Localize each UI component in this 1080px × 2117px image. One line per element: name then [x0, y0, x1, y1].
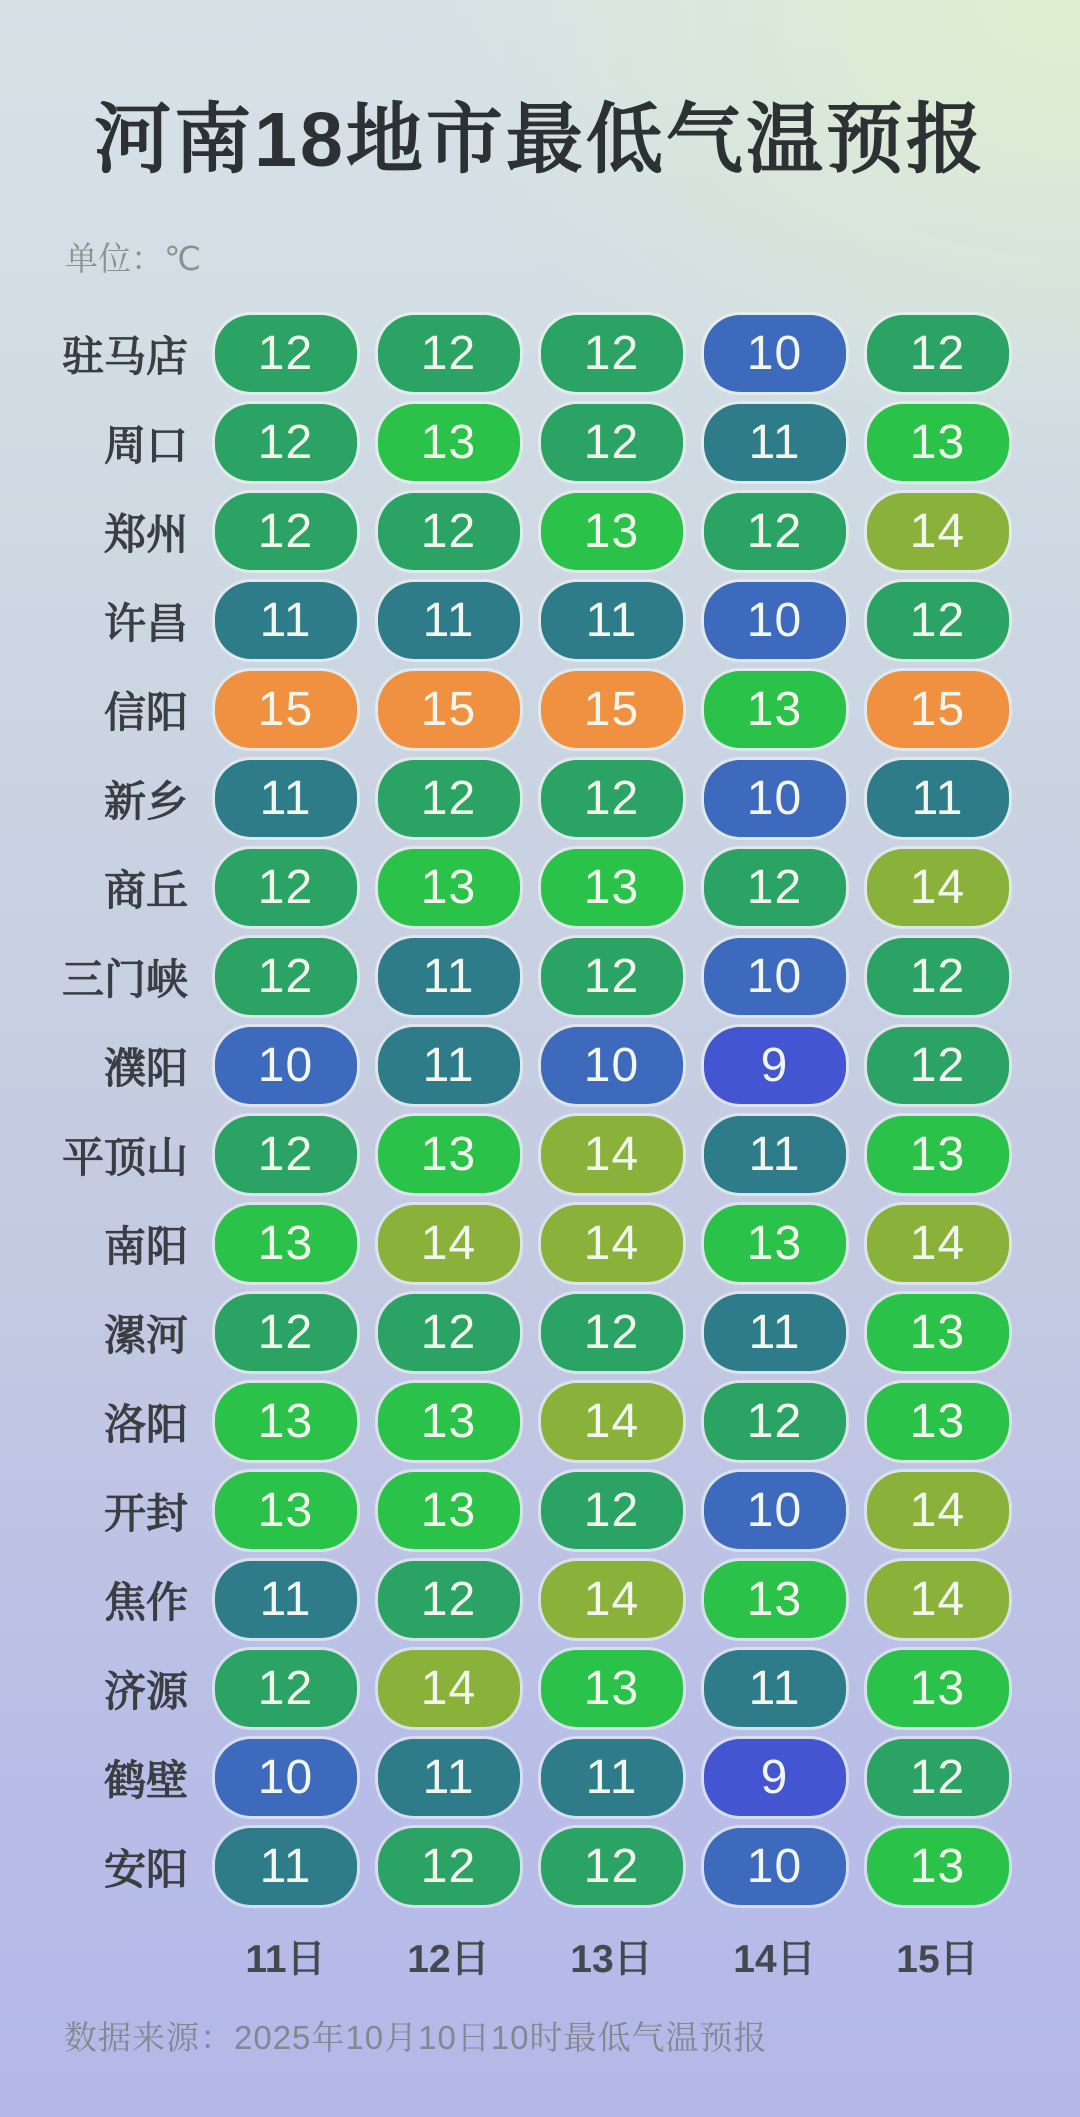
- temperature-pill: 12: [541, 315, 683, 392]
- table-cell: [367, 309, 530, 398]
- temperature-pill: 11: [867, 760, 1009, 837]
- table-cell: [367, 1644, 530, 1733]
- table-cell: [530, 843, 693, 932]
- temperature-pill: 12: [215, 1650, 357, 1727]
- table-cell: [367, 1288, 530, 1377]
- table-cell: [530, 1466, 693, 1555]
- temperature-pill: 12: [215, 849, 357, 926]
- table-cell: [204, 1288, 367, 1377]
- table-cell: [204, 754, 367, 843]
- table-cell: [204, 1822, 367, 1911]
- table-cell: [693, 398, 856, 487]
- table-cell: [693, 1555, 856, 1644]
- temperature-pill: 14: [541, 1383, 683, 1460]
- city-label: 三门峡: [61, 955, 188, 1003]
- column-header-date: 15日: [896, 1937, 979, 1981]
- table-cell: [204, 1199, 367, 1288]
- temperature-pill: 10: [704, 760, 846, 837]
- column-header-date: 13日: [570, 1937, 653, 1981]
- temperature-pill: 12: [541, 1828, 683, 1905]
- city-label: 信阳: [103, 688, 188, 736]
- temperature-pill: 12: [378, 493, 520, 570]
- temperature-pill: 15: [541, 671, 683, 748]
- temperature-pill: 11: [704, 404, 846, 481]
- temperature-pill: 12: [867, 582, 1009, 659]
- temperature-pill: 15: [378, 671, 520, 748]
- temperature-pill: 14: [378, 1205, 520, 1282]
- city-label: 濮阳: [103, 1044, 188, 1092]
- table-cell: [693, 487, 856, 576]
- table-cell: [367, 1822, 530, 1911]
- temperature-pill: 15: [215, 671, 357, 748]
- table-cell: [693, 754, 856, 843]
- city-label: 焦作: [103, 1578, 188, 1626]
- table-cell: [693, 1110, 856, 1199]
- temperature-pill: 13: [378, 1472, 520, 1549]
- temperature-pill: 11: [215, 760, 357, 837]
- table-cell: [856, 665, 1019, 754]
- city-label: 漯河: [103, 1311, 188, 1359]
- temperature-pill: 12: [215, 1294, 357, 1371]
- table-cell: [530, 1733, 693, 1822]
- table-cell: [693, 1021, 856, 1110]
- temperature-pill: 12: [378, 1294, 520, 1371]
- city-label: 许昌: [103, 599, 188, 647]
- table-cell: [693, 1733, 856, 1822]
- date-header-row: [0, 1911, 1019, 2000]
- table-cell: [204, 1733, 367, 1822]
- table-cell: [693, 1377, 856, 1466]
- temperature-pill: 14: [867, 1561, 1009, 1638]
- city-label: 周口: [103, 421, 188, 469]
- temperature-pill: 10: [541, 1027, 683, 1104]
- temperature-pill: 14: [867, 493, 1009, 570]
- temperature-pill: 10: [704, 315, 846, 392]
- temperature-pill: 12: [215, 404, 357, 481]
- temperature-pill: 14: [541, 1205, 683, 1282]
- table-cell: [856, 1466, 1019, 1555]
- temperature-pill: 12: [541, 1472, 683, 1549]
- city-label: 南阳: [103, 1222, 188, 1270]
- temperature-pill: 11: [704, 1116, 846, 1193]
- table-cell: [693, 1466, 856, 1555]
- table-cell: [204, 932, 367, 1021]
- table-cell: [856, 1822, 1019, 1911]
- temperature-pill: 12: [215, 938, 357, 1015]
- temperature-pill: 11: [378, 1739, 520, 1816]
- temperature-pill: 13: [215, 1472, 357, 1549]
- temperature-pill: 12: [378, 1561, 520, 1638]
- temperature-pill: 12: [215, 493, 357, 570]
- table-cell: [204, 1555, 367, 1644]
- table-cell: [530, 754, 693, 843]
- temperature-pill: 10: [704, 582, 846, 659]
- temperature-pill: 10: [215, 1027, 357, 1104]
- temperature-pill: 11: [541, 582, 683, 659]
- temperature-pill: 12: [378, 760, 520, 837]
- table-cell: [367, 1733, 530, 1822]
- column-header-date: 12日: [407, 1937, 490, 1981]
- temperature-pill: 11: [541, 1739, 683, 1816]
- temperature-pill: 13: [867, 1828, 1009, 1905]
- temperature-pill: 12: [541, 760, 683, 837]
- table-cell: [530, 1377, 693, 1466]
- temperature-pill: 11: [704, 1294, 846, 1371]
- table-cell: [367, 1377, 530, 1466]
- temperature-pill: 14: [541, 1116, 683, 1193]
- temperature-pill: 12: [541, 1294, 683, 1371]
- temperature-pill: 15: [867, 671, 1009, 748]
- table-cell: [530, 1288, 693, 1377]
- table-cell: [856, 309, 1019, 398]
- table-cell: [530, 576, 693, 665]
- table-cell: [693, 1644, 856, 1733]
- table-cell: [204, 398, 367, 487]
- table-cell: [856, 1021, 1019, 1110]
- temperature-pill: 11: [378, 1027, 520, 1104]
- table-cell: [367, 1555, 530, 1644]
- table-cell: [367, 1021, 530, 1110]
- temperature-pill: 13: [215, 1383, 357, 1460]
- table-cell: [367, 754, 530, 843]
- table-cell: [367, 1199, 530, 1288]
- table-cell: [204, 576, 367, 665]
- temperature-pill: 14: [867, 1472, 1009, 1549]
- temperature-pill: 14: [867, 1205, 1009, 1282]
- table-cell: [693, 1288, 856, 1377]
- column-header-date: 14日: [733, 1937, 816, 1981]
- table-cell: [204, 1644, 367, 1733]
- city-label: 济源: [103, 1667, 188, 1715]
- temperature-pill: 13: [378, 1116, 520, 1193]
- table-cell: [530, 1555, 693, 1644]
- table-cell: [367, 1110, 530, 1199]
- temperature-pill: 13: [215, 1205, 357, 1282]
- temperature-pill: 12: [541, 404, 683, 481]
- temperature-pill: 13: [378, 1383, 520, 1460]
- city-label: 商丘: [103, 866, 188, 914]
- city-label: 驻马店: [61, 332, 188, 380]
- table-cell: [530, 1644, 693, 1733]
- temperature-pill: 13: [867, 404, 1009, 481]
- table-cell: [367, 487, 530, 576]
- city-label: 新乡: [103, 777, 188, 825]
- table-cell: [367, 665, 530, 754]
- table-cell: [856, 1733, 1019, 1822]
- table-cell: [367, 1466, 530, 1555]
- temperature-pill: 13: [378, 404, 520, 481]
- temperature-pill: 13: [541, 493, 683, 570]
- city-label: 开封: [103, 1489, 188, 1537]
- table-cell: [204, 309, 367, 398]
- table-cell: [204, 1021, 367, 1110]
- temperature-pill: 10: [704, 1472, 846, 1549]
- temperature-pill: 14: [867, 849, 1009, 926]
- table-cell: [530, 309, 693, 398]
- table-cell: [693, 843, 856, 932]
- city-label: 洛阳: [103, 1400, 188, 1448]
- table-cell: [530, 398, 693, 487]
- table-cell: [856, 1288, 1019, 1377]
- data-source-note: 数据来源：2025年10月10日10时最低气温预报: [64, 2019, 768, 2056]
- temperature-pill: 12: [215, 1116, 357, 1193]
- temperature-pill: 10: [704, 1828, 846, 1905]
- temperature-pill: 12: [378, 315, 520, 392]
- temperature-pill: 11: [215, 1561, 357, 1638]
- table-cell: [367, 576, 530, 665]
- table-cell: [367, 843, 530, 932]
- table-cell: [693, 1199, 856, 1288]
- table-cell: [856, 932, 1019, 1021]
- table-cell: [530, 665, 693, 754]
- table-cell: [856, 1199, 1019, 1288]
- temperature-pill: 12: [867, 315, 1009, 392]
- temperature-pill: 12: [704, 493, 846, 570]
- table-cell: [693, 665, 856, 754]
- temperature-pill: 14: [378, 1650, 520, 1727]
- table-cell: [530, 932, 693, 1021]
- table-cell: [530, 1021, 693, 1110]
- table-cell: [693, 576, 856, 665]
- table-cell: [856, 1644, 1019, 1733]
- temperature-pill: 11: [215, 582, 357, 659]
- table-cell: [856, 754, 1019, 843]
- table-cell: [530, 1822, 693, 1911]
- temperature-pill: 14: [541, 1561, 683, 1638]
- page-title: 河南18地市最低气温预报: [94, 97, 986, 183]
- table-cell: [530, 1199, 693, 1288]
- table-cell: [856, 487, 1019, 576]
- table-cell: [856, 843, 1019, 932]
- city-label: 安阳: [103, 1845, 188, 1893]
- table-cell: [204, 1466, 367, 1555]
- table-cell: [693, 309, 856, 398]
- temperature-pill: 13: [541, 849, 683, 926]
- temperature-pill: 13: [704, 671, 846, 748]
- table-cell: [856, 398, 1019, 487]
- unit-label: 单位：℃: [65, 240, 202, 277]
- table-cell: [856, 1555, 1019, 1644]
- table-cell: [204, 1377, 367, 1466]
- table-cell: [367, 932, 530, 1021]
- temperature-pill: 10: [704, 938, 846, 1015]
- temperature-pill: 11: [704, 1650, 846, 1727]
- temperature-pill: 10: [215, 1739, 357, 1816]
- table-cell: [204, 1110, 367, 1199]
- table-cell: [856, 576, 1019, 665]
- table-cell: [530, 487, 693, 576]
- table-cell: [204, 843, 367, 932]
- temperature-pill: 12: [867, 938, 1009, 1015]
- table-cell: [204, 487, 367, 576]
- table-cell: [530, 1110, 693, 1199]
- city-label: 鹤壁: [103, 1756, 188, 1804]
- table-cell: [204, 665, 367, 754]
- temperature-pill: 13: [867, 1383, 1009, 1460]
- date-row-spacer: [0, 1911, 204, 2000]
- city-label: 郑州: [103, 510, 188, 558]
- temperature-pill: 11: [378, 582, 520, 659]
- temperature-pill: 12: [215, 315, 357, 392]
- table-cell: [856, 1377, 1019, 1466]
- city-label: 平顶山: [61, 1133, 188, 1181]
- temperature-pill: 12: [378, 1828, 520, 1905]
- table-cell: [856, 1110, 1019, 1199]
- temperature-pill: 12: [541, 938, 683, 1015]
- temperature-pill: 12: [704, 1383, 846, 1460]
- column-header-date: 11日: [245, 1937, 326, 1981]
- temperature-pill: 13: [867, 1650, 1009, 1727]
- temperature-pill: 9: [704, 1027, 846, 1104]
- temperature-grid: [0, 309, 1019, 1911]
- temperature-pill: 13: [704, 1561, 846, 1638]
- temperature-pill: 13: [867, 1116, 1009, 1193]
- temperature-pill: 9: [704, 1739, 846, 1816]
- temperature-pill: 13: [378, 849, 520, 926]
- temperature-pill: 13: [541, 1650, 683, 1727]
- temperature-pill: 12: [704, 849, 846, 926]
- temperature-pill: 13: [867, 1294, 1009, 1371]
- temperature-pill: 12: [867, 1027, 1009, 1104]
- temperature-pill: 12: [867, 1739, 1009, 1816]
- table-cell: [367, 398, 530, 487]
- temperature-pill: 11: [215, 1828, 357, 1905]
- temperature-pill: 13: [704, 1205, 846, 1282]
- temperature-pill: 11: [378, 938, 520, 1015]
- table-cell: [693, 932, 856, 1021]
- table-cell: [693, 1822, 856, 1911]
